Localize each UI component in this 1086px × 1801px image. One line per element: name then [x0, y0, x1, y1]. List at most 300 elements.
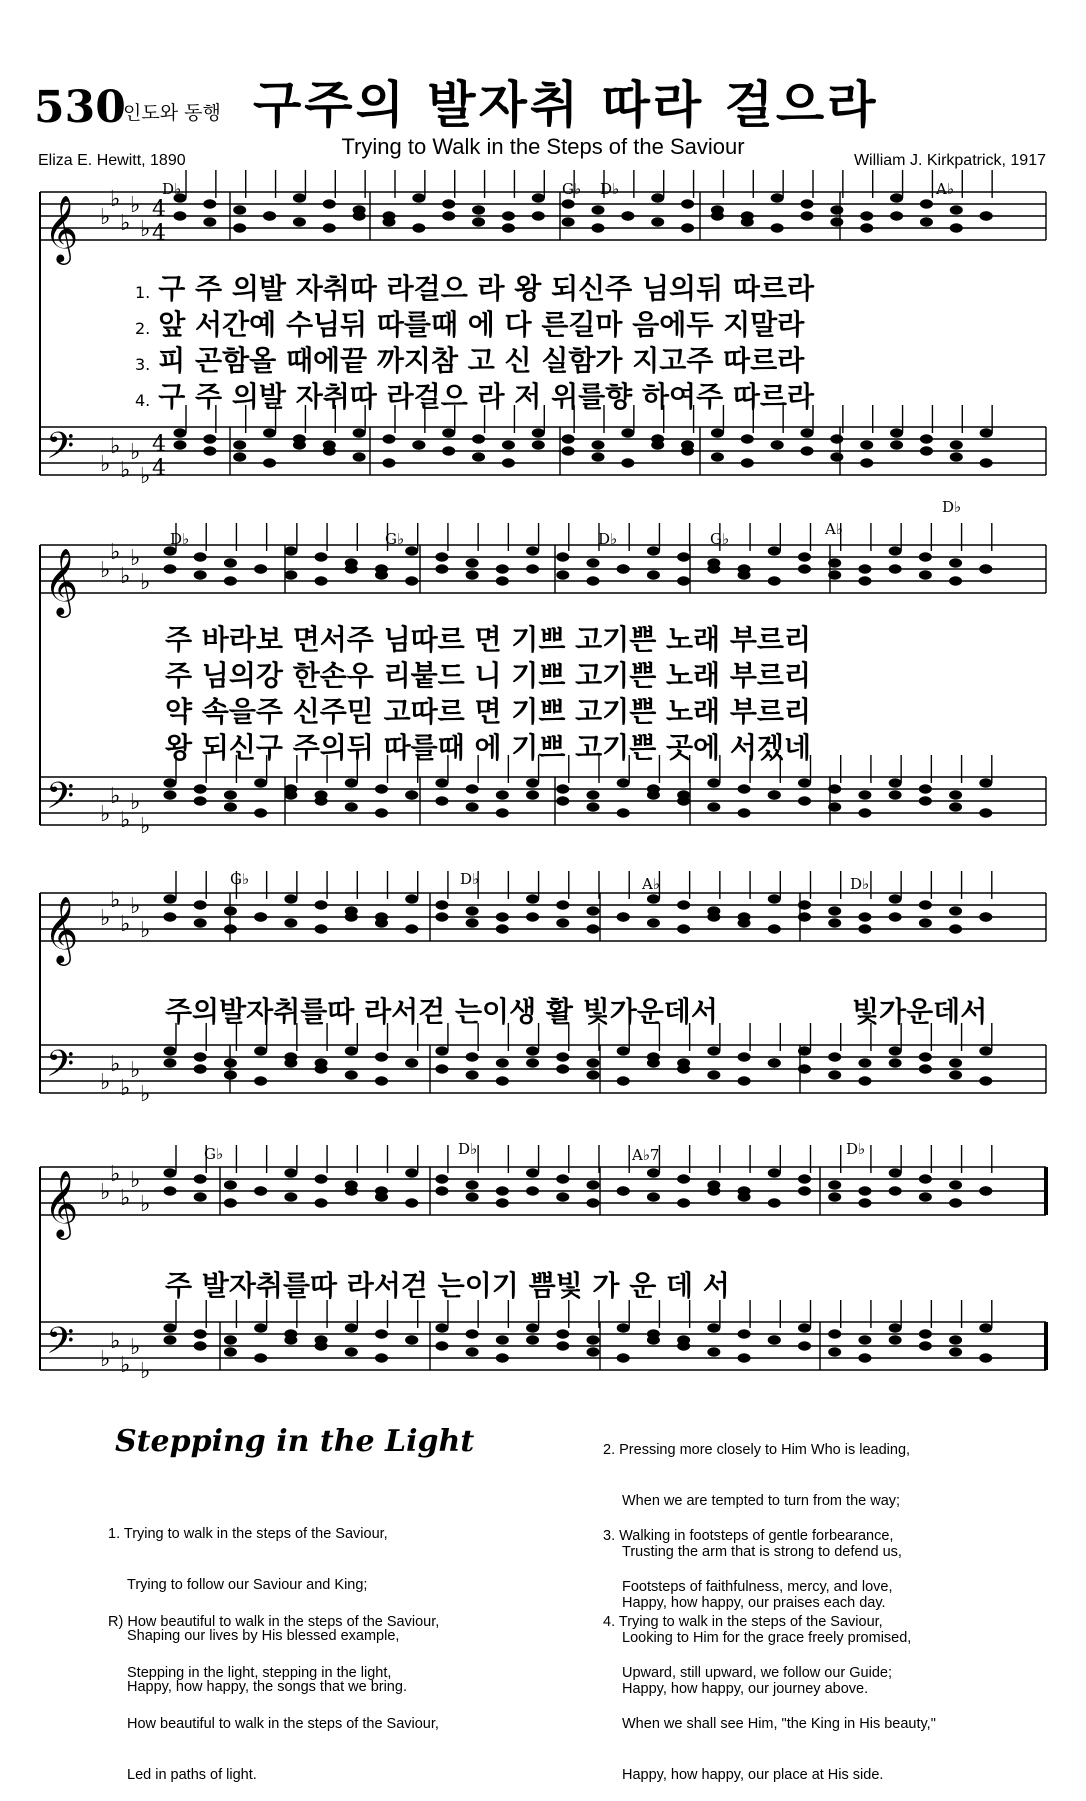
flat-glyph: ♭ — [130, 193, 141, 218]
notehead — [376, 1330, 388, 1338]
notehead — [592, 453, 604, 461]
notehead — [801, 429, 813, 437]
notehead — [174, 212, 186, 220]
notehead — [950, 1181, 962, 1189]
notehead — [466, 571, 478, 579]
notehead — [204, 218, 216, 226]
notehead — [466, 803, 478, 811]
notehead — [647, 1169, 659, 1177]
notehead — [587, 1071, 599, 1079]
notehead — [799, 1047, 811, 1055]
flat-glyph: ♭ — [120, 808, 131, 833]
chord-symbol: A♭7 — [632, 1146, 660, 1164]
notehead — [264, 429, 276, 437]
notehead — [829, 803, 841, 811]
notehead — [234, 206, 246, 214]
notehead — [224, 925, 236, 933]
chord-symbol: D♭ — [846, 1140, 866, 1158]
notehead — [652, 194, 664, 202]
notehead — [255, 565, 267, 573]
notehead — [652, 441, 664, 449]
stanza-2: 2. Pressing more closely to Him Who is leading, When we are tempted to turn from the way; Trusting the arm that is strong to defend us, Happy, how happy, our praises each day. — [603, 1442, 911, 1611]
notehead — [527, 565, 539, 573]
notehead — [617, 779, 629, 787]
clef-glyph: 4 — [152, 221, 166, 246]
flat-glyph: ♭ — [100, 1070, 111, 1095]
notehead — [285, 1336, 297, 1344]
notehead — [919, 797, 931, 805]
clef-glyph: 𝄢 — [46, 1043, 75, 1094]
notehead — [708, 913, 720, 921]
chord-symbol: A♭ — [825, 520, 843, 538]
notehead — [768, 895, 780, 903]
notehead — [436, 1065, 448, 1073]
notehead — [741, 459, 753, 467]
notehead — [592, 441, 604, 449]
notehead — [708, 803, 720, 811]
flat-glyph: ♭ — [130, 790, 141, 815]
notehead — [164, 1059, 176, 1067]
flat-glyph: ♭ — [140, 1359, 151, 1384]
notehead — [768, 925, 780, 933]
notehead — [466, 1330, 478, 1338]
lyric-line: 3. 피 곤함올 때에끝 까지참 고 신 실함가 지고주 따르라 — [135, 344, 805, 377]
stanza-1: 1. Trying to walk in the steps of the Saviour, Trying to follow our Saviour and King; Shaping our lives by His blessed example, Happy, how happy, the songs that we bring. — [108, 1526, 407, 1695]
stanza-3: 3. Walking in footsteps of gentle forbearance, Footsteps of faithfulness, mercy, and love, Looking to Him for the grace freely promised, Happy, how happy, our journey above. — [603, 1528, 912, 1697]
notehead — [950, 1071, 962, 1079]
notehead — [801, 200, 813, 208]
notehead — [345, 1348, 357, 1356]
notehead — [980, 913, 992, 921]
notehead — [527, 913, 539, 921]
notehead — [255, 913, 267, 921]
notehead — [496, 809, 508, 817]
notehead — [285, 791, 297, 799]
notehead — [496, 913, 508, 921]
notehead — [950, 559, 962, 567]
notehead — [861, 212, 873, 220]
notehead — [234, 453, 246, 461]
notehead — [255, 1354, 267, 1362]
notehead — [617, 1187, 629, 1195]
notehead — [473, 206, 485, 214]
notehead — [678, 1175, 690, 1183]
notehead — [617, 565, 629, 573]
flat-glyph: ♭ — [100, 452, 111, 477]
notehead — [413, 194, 425, 202]
notehead — [799, 1187, 811, 1195]
notehead — [829, 1330, 841, 1338]
notehead — [436, 779, 448, 787]
notehead — [502, 224, 514, 232]
hymn-category: 인도와 동행 — [123, 102, 221, 124]
notehead — [496, 577, 508, 585]
notehead — [224, 577, 236, 585]
notehead — [738, 785, 750, 793]
notehead — [353, 453, 365, 461]
notehead — [473, 453, 485, 461]
notehead — [678, 1342, 690, 1350]
notehead — [345, 1187, 357, 1195]
clef-glyph: 4 — [152, 432, 166, 457]
notehead — [889, 895, 901, 903]
notehead — [622, 212, 634, 220]
notehead — [557, 571, 569, 579]
notehead — [224, 803, 236, 811]
flat-glyph: ♭ — [110, 540, 121, 565]
notehead — [527, 1047, 539, 1055]
notehead — [557, 797, 569, 805]
lyric-line: 약 속을주 신주믿 고따르 면 기쁘 고기쁜 노래 부르리 — [165, 695, 811, 728]
notehead — [861, 224, 873, 232]
flat-glyph: ♭ — [120, 1186, 131, 1211]
notehead — [293, 218, 305, 226]
notehead — [557, 1330, 569, 1338]
notehead — [194, 1175, 206, 1183]
flat-glyph: ♭ — [140, 918, 151, 943]
composer: William J. Kirkpatrick, 1917 — [853, 152, 1046, 169]
notehead — [919, 1175, 931, 1183]
notehead — [164, 1324, 176, 1332]
notehead — [891, 441, 903, 449]
notehead — [285, 919, 297, 927]
notehead — [768, 1059, 780, 1067]
chord-symbol: A♭ — [936, 180, 954, 198]
notehead — [466, 1181, 478, 1189]
clef-glyph: 𝄢 — [46, 775, 75, 826]
notehead — [891, 212, 903, 220]
notehead — [255, 1077, 267, 1085]
notehead — [562, 447, 574, 455]
notehead — [592, 206, 604, 214]
notehead — [678, 553, 690, 561]
notehead — [315, 1065, 327, 1073]
notehead — [950, 224, 962, 232]
notehead — [255, 1187, 267, 1195]
notehead — [436, 565, 448, 573]
notehead — [647, 547, 659, 555]
notehead — [285, 547, 297, 555]
notehead — [164, 1047, 176, 1055]
notehead — [587, 1348, 599, 1356]
notehead — [194, 785, 206, 793]
notehead — [496, 565, 508, 573]
notehead — [950, 1348, 962, 1356]
notehead — [771, 224, 783, 232]
notehead — [738, 1330, 750, 1338]
flat-glyph: ♭ — [130, 894, 141, 919]
notehead — [194, 919, 206, 927]
notehead — [647, 895, 659, 903]
notehead — [829, 1071, 841, 1079]
notehead — [285, 1169, 297, 1177]
chord-symbol: D♭ — [942, 498, 962, 516]
notehead — [194, 797, 206, 805]
notehead — [980, 212, 992, 220]
english-title: Trying to Walk in the Steps of the Saviour — [341, 134, 745, 159]
notehead — [466, 907, 478, 915]
notehead — [711, 212, 723, 220]
notehead — [738, 1077, 750, 1085]
notehead — [264, 459, 276, 467]
notehead — [738, 571, 750, 579]
chord-symbol: G♭ — [562, 180, 582, 198]
notehead — [829, 1193, 841, 1201]
notehead — [647, 791, 659, 799]
notehead — [861, 459, 873, 467]
notehead — [315, 901, 327, 909]
notehead — [678, 925, 690, 933]
notehead — [224, 1071, 236, 1079]
notehead — [473, 435, 485, 443]
notehead — [799, 913, 811, 921]
notehead — [919, 1193, 931, 1201]
clef-glyph: 4 — [152, 197, 166, 222]
notehead — [224, 907, 236, 915]
notehead — [682, 200, 694, 208]
notehead — [829, 1348, 841, 1356]
notehead — [376, 809, 388, 817]
notehead — [466, 1071, 478, 1079]
notehead — [920, 447, 932, 455]
notehead — [194, 1342, 206, 1350]
notehead — [799, 553, 811, 561]
notehead — [234, 441, 246, 449]
notehead — [406, 791, 418, 799]
notehead — [376, 919, 388, 927]
notehead — [204, 435, 216, 443]
notehead — [532, 194, 544, 202]
notehead — [255, 809, 267, 817]
notehead — [859, 1077, 871, 1085]
hymn-number: 530 — [34, 82, 126, 133]
notehead — [527, 1059, 539, 1067]
notehead — [678, 797, 690, 805]
notehead — [859, 1336, 871, 1344]
notehead — [678, 1199, 690, 1207]
notehead — [622, 429, 634, 437]
notehead — [345, 565, 357, 573]
notehead — [436, 1175, 448, 1183]
flat-glyph: ♭ — [130, 546, 141, 571]
notehead — [174, 429, 186, 437]
notehead — [647, 1336, 659, 1344]
clef-glyph: 4 — [152, 456, 166, 481]
notehead — [919, 1053, 931, 1061]
notehead — [950, 925, 962, 933]
notehead — [678, 577, 690, 585]
notehead — [353, 429, 365, 437]
notehead — [889, 1047, 901, 1055]
chord-symbol: G♭ — [204, 1145, 224, 1163]
clef-glyph: 𝄞 — [44, 194, 79, 262]
notehead — [164, 1169, 176, 1177]
flat-glyph: ♭ — [130, 1335, 141, 1360]
notehead — [502, 212, 514, 220]
notehead — [950, 791, 962, 799]
notehead — [496, 1187, 508, 1195]
notehead — [919, 901, 931, 909]
notehead — [224, 1181, 236, 1189]
notehead — [829, 559, 841, 567]
notehead — [532, 429, 544, 437]
notehead — [443, 212, 455, 220]
notehead — [768, 577, 780, 585]
notehead — [587, 803, 599, 811]
notehead — [557, 919, 569, 927]
notehead — [502, 459, 514, 467]
notehead — [799, 901, 811, 909]
notehead — [980, 779, 992, 787]
notehead — [950, 803, 962, 811]
notehead — [164, 547, 176, 555]
stanza-4: 4. Trying to walk in the steps of the Saviour, Upward, still upward, we follow our Guide; When we shall see Him, "the King in His beauty," Happy, how happy, our place at His side. — [603, 1614, 936, 1783]
notehead — [980, 1047, 992, 1055]
notehead — [587, 907, 599, 915]
notehead — [617, 809, 629, 817]
notehead — [406, 895, 418, 903]
notehead — [587, 1336, 599, 1344]
notehead — [315, 925, 327, 933]
notehead — [255, 779, 267, 787]
notehead — [889, 1336, 901, 1344]
notehead — [255, 1047, 267, 1055]
notehead — [345, 913, 357, 921]
notehead — [285, 1193, 297, 1201]
notehead — [164, 565, 176, 573]
notehead — [315, 1342, 327, 1350]
notehead — [859, 577, 871, 585]
notehead — [771, 441, 783, 449]
notehead — [174, 441, 186, 449]
notehead — [255, 1324, 267, 1332]
notehead — [829, 907, 841, 915]
notehead — [801, 212, 813, 220]
notehead — [436, 797, 448, 805]
flat-glyph: ♭ — [120, 211, 131, 236]
notehead — [980, 809, 992, 817]
notehead — [889, 1059, 901, 1067]
clef-glyph: 𝄞 — [44, 895, 79, 963]
notehead — [891, 429, 903, 437]
notehead — [224, 1348, 236, 1356]
notehead — [980, 1077, 992, 1085]
notehead — [527, 1169, 539, 1177]
notehead — [496, 1059, 508, 1067]
notehead — [738, 809, 750, 817]
clef-glyph: 𝄢 — [46, 1320, 75, 1371]
notehead — [950, 907, 962, 915]
notehead — [376, 1354, 388, 1362]
notehead — [647, 919, 659, 927]
flat-glyph: ♭ — [110, 784, 121, 809]
notehead — [831, 218, 843, 226]
notehead — [829, 785, 841, 793]
notehead — [496, 925, 508, 933]
notehead — [353, 212, 365, 220]
notehead — [859, 791, 871, 799]
notehead — [859, 1059, 871, 1067]
notehead — [413, 441, 425, 449]
notehead — [980, 459, 992, 467]
notehead — [164, 913, 176, 921]
chord-symbol: D♭ — [598, 530, 618, 548]
flat-glyph: ♭ — [120, 1076, 131, 1101]
flat-glyph: ♭ — [100, 1180, 111, 1205]
notehead — [557, 1342, 569, 1350]
flat-glyph: ♭ — [140, 570, 151, 595]
notehead — [919, 919, 931, 927]
english-verse-title: Stepping in the Light — [115, 1424, 475, 1459]
notehead — [557, 785, 569, 793]
notehead — [617, 913, 629, 921]
notehead — [617, 1077, 629, 1085]
notehead — [532, 212, 544, 220]
notehead — [617, 1324, 629, 1332]
notehead — [799, 1065, 811, 1073]
notehead — [224, 1336, 236, 1344]
notehead — [980, 1354, 992, 1362]
notehead — [587, 559, 599, 567]
notehead — [562, 435, 574, 443]
notehead — [831, 453, 843, 461]
notehead — [919, 785, 931, 793]
notehead — [406, 547, 418, 555]
notehead — [919, 1330, 931, 1338]
notehead — [950, 453, 962, 461]
notehead — [587, 925, 599, 933]
notehead — [708, 1047, 720, 1055]
notehead — [801, 447, 813, 455]
notehead — [443, 429, 455, 437]
chord-symbol: D♭ — [850, 875, 870, 893]
notehead — [831, 206, 843, 214]
flat-glyph: ♭ — [120, 1353, 131, 1378]
notehead — [682, 447, 694, 455]
notehead — [496, 1354, 508, 1362]
notehead — [889, 1187, 901, 1195]
notehead — [376, 1077, 388, 1085]
notehead — [738, 1053, 750, 1061]
notehead — [466, 559, 478, 567]
notehead — [708, 1071, 720, 1079]
notehead — [711, 429, 723, 437]
notehead — [315, 1199, 327, 1207]
chord-symbol: A♭ — [642, 875, 660, 893]
notehead — [950, 577, 962, 585]
refrain: R) How beautiful to walk in the steps of the Saviour, Stepping in the light, stepping in the light, How beautiful to walk in the steps of the Saviour, Led in paths of light. — [108, 1614, 440, 1783]
notehead — [466, 1193, 478, 1201]
flat-glyph: ♭ — [110, 1329, 121, 1354]
notehead — [164, 779, 176, 787]
notehead — [920, 200, 932, 208]
notehead — [376, 785, 388, 793]
flat-glyph: ♭ — [100, 558, 111, 583]
notehead — [383, 459, 395, 467]
notehead — [950, 441, 962, 449]
notehead — [285, 571, 297, 579]
notehead — [224, 559, 236, 567]
notehead — [768, 1199, 780, 1207]
notehead — [587, 1181, 599, 1189]
notehead — [708, 1324, 720, 1332]
notehead — [527, 1336, 539, 1344]
notehead — [647, 571, 659, 579]
flat-glyph: ♭ — [130, 440, 141, 465]
flat-glyph: ♭ — [130, 1058, 141, 1083]
lyric-line: 빛가운데서 — [852, 995, 988, 1028]
notehead — [741, 435, 753, 443]
